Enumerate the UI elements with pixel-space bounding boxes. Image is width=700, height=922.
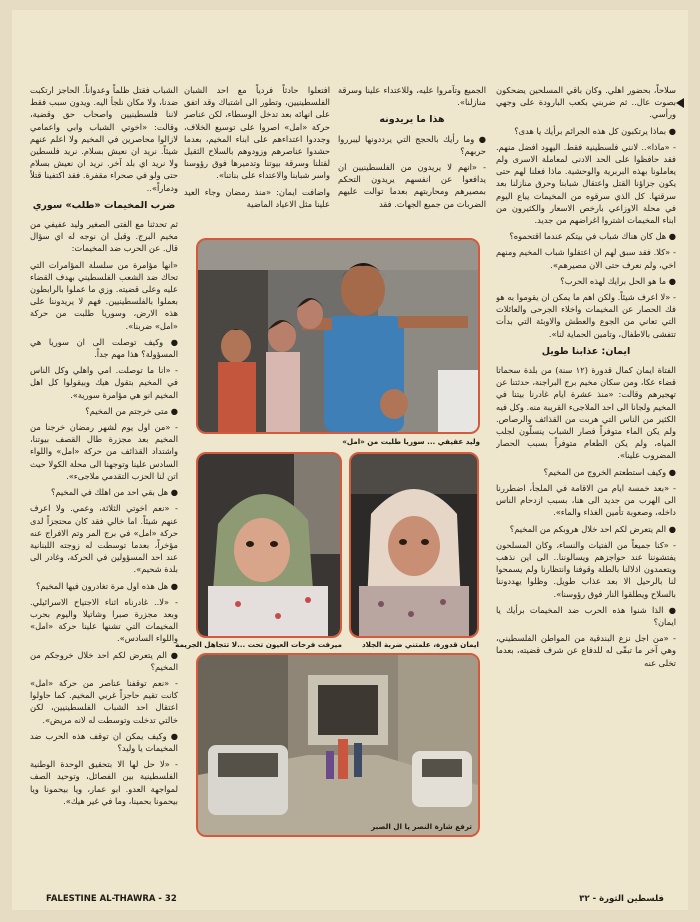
paragraph: ● هل بقي احد من اهلك في المخيم؟ bbox=[50, 487, 178, 498]
children-photo-icon bbox=[198, 240, 478, 432]
caption-street: ترفع شارة النصر يا ال الصبر bbox=[371, 822, 472, 831]
column-4 bbox=[30, 84, 178, 892]
paragraph: - «كلا. فقد سبق لهم ان اعتقلوا شباب المخيم ومنهم اخي، ولم نعرف حتى الان مصيرهم». bbox=[496, 247, 676, 270]
paragraph: - «كنا جميعاً من الفتيات والنساء، وكان المسلحون يفتشوننا عند حواجزهم ويسالوننا.. الى اين نذهب ويتعمدون اذلالنا بالطلة وقوفنا وانتظارنا ولم يسمحوا لنا بالرحيل الا بعد عذاب طويل. وظلوا يهددوننا بالسلاح ويطلقوا النار فوق رؤوسنا». bbox=[496, 539, 676, 599]
footer-right: فلسطين الثورة - ٣٢ bbox=[579, 894, 664, 904]
magazine-page bbox=[12, 10, 688, 910]
caption-iman: ايمان قدورة، علمتني ضربة الجلاد bbox=[361, 640, 479, 649]
paragraph: - «لا.. غادرناه اثناء الاجتياح الاسرائيلي. وبعد مجزرة صبرا وشاتيلا واليوم بحرب المخيمات التي تشنها علينا حركة «امل» واللواء السادس». bbox=[30, 596, 178, 644]
paragraph: ● وكيف توصلت الى ان سوريا هي المسؤولة؟ هذا مهم جداً. bbox=[30, 336, 178, 360]
paragraph: ● الم يتعرض لكم احد خلال خروجكم من المخيم؟ bbox=[30, 649, 178, 672]
caption-mirvat: ميرفت فرحات العيون تحت ...لا تتجاهل الجريمة bbox=[175, 640, 342, 649]
footer-left: FALESTINE AL-THAWRA - 32 bbox=[46, 894, 177, 904]
photo-children bbox=[196, 238, 480, 434]
girl-portrait-icon bbox=[198, 454, 340, 636]
paragraph: ● هل هذه اول مرة تغادرون فيها المخيم؟ bbox=[35, 580, 178, 591]
triangle-marker-icon bbox=[676, 98, 684, 108]
paragraph: - «من اول يوم لشهر رمضان خرجنا من المخيم بعد مجزرة طال القصف بيوتنا، واشتداد القذائف من حركة «امل» واللواء السادس علينا وتوجهنا الى محلة الكولا حيث اتن لنا الحزب التقدمي ملاجىء». bbox=[30, 422, 178, 481]
girl-portrait-icon bbox=[351, 454, 477, 636]
paragraph: ● وكيف استطعتم الخروج من المخيم؟ bbox=[543, 466, 676, 477]
paragraph: ● الم يتعرض لكم احد خلال هروبكم من المخيم؟ bbox=[509, 523, 676, 534]
paragraph: «انها مؤامرة من سلسلة المؤامرات التي تحاك ضد الشعب الفلسطيني بهدف القضاء عليه وعلى قضيته. وزي ما عملوا بالرابطون بعملوا بالفلسطينيين. فهم لا يريدوننا على هذه الارض، وسوريا طلبت من حركة «امل» ضربنا». bbox=[30, 259, 178, 331]
paragraph: ● وما رأيك بالحجج التي يرددونها ليبرروا حربهم؟ bbox=[338, 133, 486, 156]
paragraph: افتعلوا حادثاً فردياً مع احد الشبان الفلسطينيين، وتطور الى اشتباك وقد اتفق على انهائه بعد تدخل الوسطاء، لكن عناصر حركة «امل» اصروا على توسيع الخلاف، وجددوا اعتداءهم على ابناء المخيم، بعدما حشدوا عناصرهم وزودوهم بالسلاح الثقيل لقتلنا وسرقة بيوتنا وتدميرها فوق رؤوسنا واسر شبابنا والاعتداء على بناتنا». bbox=[184, 85, 330, 181]
paragraph: - «لا اعرف شيئاً. ولكن اهم ما يمكن ان يقوموا به هو فك الحصار عن المخيمات واخلاء الجرحى والعائلات التي تعاني من الجوع والعطش والاوبئة التي بدأت تتفشى بالاطفال، وتامين الحماية لنا». bbox=[496, 292, 676, 339]
street-rubble-photo-icon bbox=[198, 655, 478, 835]
paragraph: ● هل كان هناك شباب في بيتكم عندما اقتحموه؟ bbox=[509, 231, 676, 242]
photo-mirvat bbox=[196, 452, 342, 638]
paragraph: - «لا حل لها الا بتحقيق الوحدة الوطنية الفلسطينية بين الفصائل، وتوحيد الصف لمواجهة العدو. ابو عمار، ويا بيحمونا ويا بيحمونا بحمينا، وما في غير هيك». bbox=[30, 759, 178, 806]
paragraph: ● الذا شنوا هذه الحرب ضد المخيمات برأيك يا ايمان؟ bbox=[496, 604, 676, 627]
column-1 bbox=[496, 84, 676, 892]
paragraph: الفتاة ايمان كمال قدورة (١٢ سنة) من بلدة سحماتا قضاء عكا، ومن سكان مخيم برج البراجنة، حدثتنا عن تهجيرهم وقالت: «منذ عشرة ايام غادرنا بيتنا في المخيم ولجانا الى احد الملاجىء القريبة منه. وكل فيه الكثير من الناس التي هربت من القذائف والرصاص. ولم يكن الماء متوفراً فصار الشباب ينسلّون لجلب المياه، ولم يكن الطعام متوفراً بسبب الحصار المضروب علينا». bbox=[496, 365, 676, 461]
subheading: ايمان: عذابنا طويل bbox=[541, 345, 631, 357]
paragraph: واضافت ايمان: «منذ رمضان وجاء العيد علينا مثل الاعياد الماضية bbox=[184, 186, 330, 209]
paragraph: - «انا ما توصلت. امي واهلي وكل الناس في المخيم بتقول هيك وبيقولوا كل اهل المخيم انو هي مؤامرة سورية». bbox=[30, 365, 178, 400]
column-3 bbox=[184, 84, 330, 234]
paragraph: ● بماذا يرتكبون كل هذه الجرائم برأيك يا هدى؟ bbox=[514, 125, 676, 136]
photo-street bbox=[196, 653, 480, 837]
subheading: هذا ما يريدونه bbox=[379, 114, 445, 126]
paragraph: ● متى خرجتم من المخيم؟ bbox=[85, 405, 178, 416]
paragraph: - «من اجل نزع البندقية من المواطن الفلسطيني، وهي آخر ما تبقّى له للدفاع عن شرف قضيته، بعدما تخلى عنه bbox=[496, 633, 676, 668]
paragraph: ثم تحدثنا مع الفتى الصغير وليد عفيفي من مخيم البرج. وقبل ان نوجه له اي سؤال قال. عن الحرب ضد المخيمات: bbox=[30, 219, 178, 254]
photo-iman bbox=[349, 452, 479, 638]
paragraph: الجميع وتآمروا عليه، وللاعتداء علينا وسرقة منازلنا». bbox=[338, 85, 486, 108]
subheading: ضرب المخيمات «طلب» سوري bbox=[32, 199, 176, 211]
paragraph: - «نعم اخوتي الثلاثة، وعمي. ولا اعرف عنهم شيئاً. اما خالي فقد كان محتجزاً لدى حركة «امل» في برج المر وتم الافراج عنه مؤخراً، بعدما توسطت له زوجته اللبنانية عند احد المسؤولين في الحركة، وغادر الى بلدة شحيم». bbox=[30, 503, 178, 575]
paragraph: - «نعم توقفنا عناصر من حركة «امل» كانت تقيم حاجزاً غربي المخيم. كما حاولوا اعتقال احد الشباب الفلسطينيين، لكن خالتي تدخلت وتوسطت له لانه مريض». bbox=[30, 677, 178, 725]
paragraph: سلاحاً، بحضور اهلي. وكان باقي المسلحين يضحكون بصوت عال.. ثم ضربني بكعب البارودة على وجهي ورأسي. bbox=[496, 85, 676, 120]
column-2 bbox=[338, 84, 486, 234]
paragraph: الشباب فقتل ظلماً وعدواناً. الحاجز ارتكبت ضدنا، ولا مكان نلجأ اليه. ويدون سبب فقط لاننا فلسطينيين واصحاب حق وقضية، وقالت: «اخوتي الشباب وابي واعمامي لازالوا محاصرين في المخيم ولا اعلم عنهم شيئاً. نريد ان نعيش بسلام. نريد فلسطين ولا نريد اي بلد آخر. نريد ان نعيش بسلام حتى ولو في صحراء مقفرة. فقد اكتفينا قتلاً ودماراً».. bbox=[30, 85, 178, 193]
caption-walid: وليد عفيفي ... سوريا طلبت من «امل» bbox=[342, 437, 480, 446]
paragraph: ● وكيف يمكن ان توقف هذه الحرب ضد المخيمات يا وليد؟ bbox=[30, 730, 178, 753]
paragraph: ● ما هو الحل برايك لهذه الحرب؟ bbox=[560, 275, 676, 286]
paragraph: - «انهم لا يريدون من الفلسطينيين ان يدافعوا عن انفسهم يريدون التحكم بمصيرهم ومحاربتهم بعدما توالت عليهم الضربات من جميع الجهات. فقد bbox=[338, 162, 486, 209]
paragraph: - «ماذا».. لانني فلسطينية فقط. اليهود افضل منهم. فقد حافظوا على الحد الادنى لمعاملة الاسرى ولم يعاملونا بهذه البربرية والوحشية. ماذا فعلنا لهم حتى يكون جزاؤنا القتل واعتقال شبابنا وحرق منازلنا بعد سرقتها. كل الذي سرقوه من المخيمات يباع اليوم في محلة الاوزاعي بارخص الاسعار والكثيرون من ابناء المخيمات اشتروا اغراضهم من جديد. bbox=[496, 141, 676, 226]
paragraph: - «بعد خمسة ايام من الاقامة في الملجأ، اضطررنا الى الهرب من جديد الى هنا، بسبب ازدحام الناس داخله، وصعوبة تأمين الغذاء والماء». bbox=[496, 482, 676, 518]
